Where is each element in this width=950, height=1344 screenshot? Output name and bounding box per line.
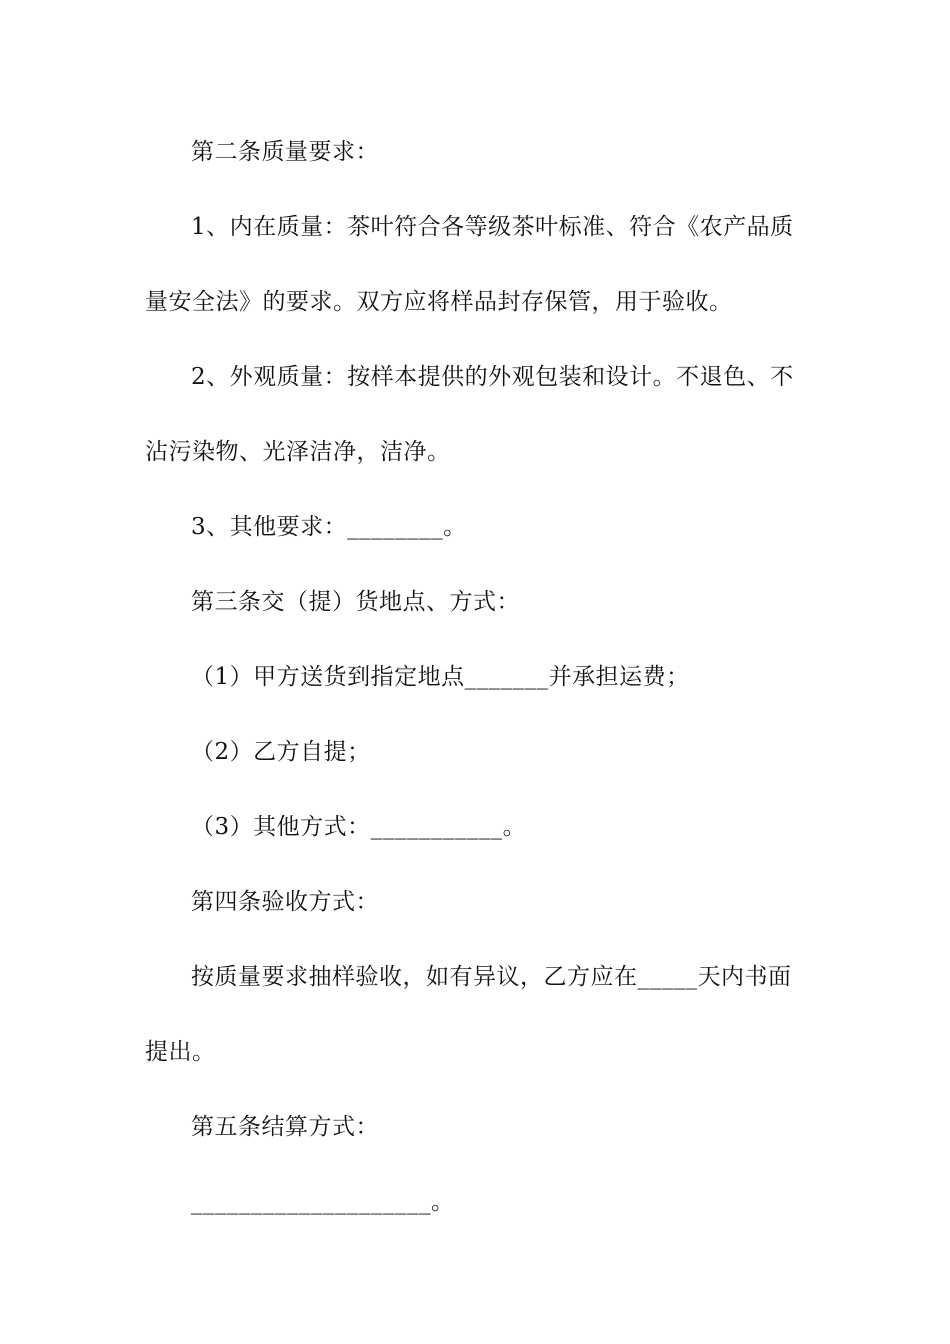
article-3-heading: 第三条交（提）货地点、方式： xyxy=(191,589,520,615)
paragraph-line: 沾污染物、光泽洁净，洁净。 xyxy=(145,439,451,465)
paragraph-line: 3、其他要求：________。 xyxy=(191,514,467,540)
paragraph-line: 提出。 xyxy=(145,1039,216,1065)
paragraph-line: 2、外观质量：按样本提供的外观包装和设计。不退色、不 xyxy=(191,364,794,390)
paragraph-line: 量安全法》的要求。双方应将样品封存保管，用于验收。 xyxy=(145,289,733,315)
list-item: （3）其他方式：___________。 xyxy=(191,814,527,840)
list-item: （1）甲方送货到指定地点_______并承担运费； xyxy=(191,664,690,690)
paragraph-line: 1、内在质量：茶叶符合各等级茶叶标准、符合《农产品质 xyxy=(191,214,794,240)
paragraph-line: ____________________。 xyxy=(191,1189,455,1215)
article-5-heading: 第五条结算方式： xyxy=(191,1114,379,1140)
article-4-heading: 第四条验收方式： xyxy=(191,889,379,915)
article-2-heading: 第二条质量要求： xyxy=(191,139,379,165)
paragraph-line: 按质量要求抽样验收，如有异议，乙方应在_____天内书面 xyxy=(191,964,792,990)
document-body xyxy=(145,115,807,1240)
list-item: （2）乙方自提； xyxy=(191,739,371,765)
